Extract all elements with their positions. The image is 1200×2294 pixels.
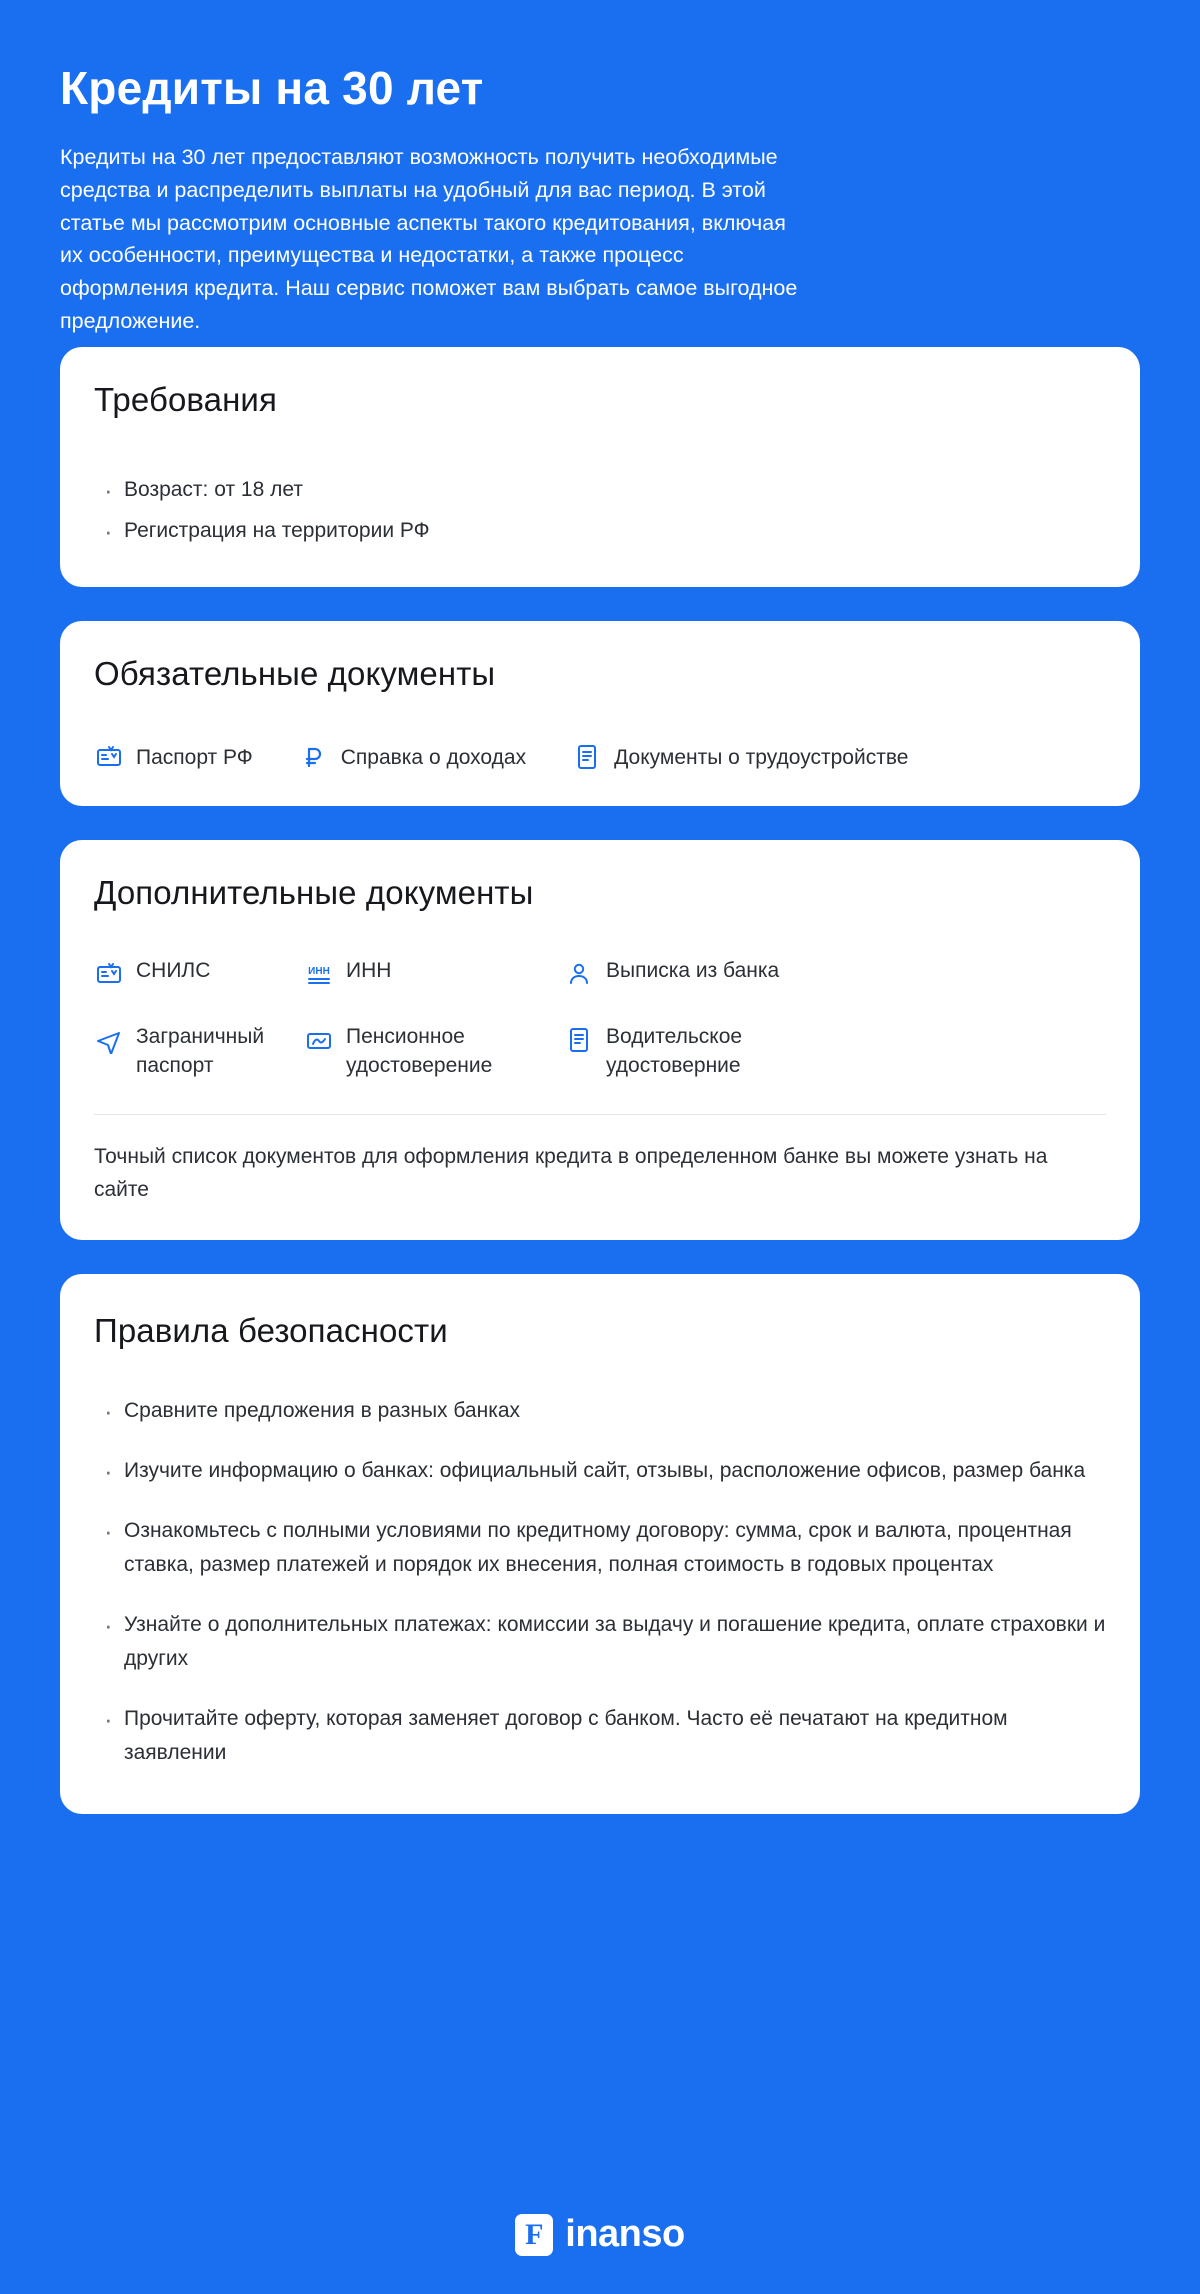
airplane-icon — [94, 1025, 124, 1055]
list-item — [94, 957, 294, 989]
logo-letter: F — [525, 2217, 544, 2251]
document-label: Документы о трудоустройстве — [614, 745, 909, 769]
document-label: Заграничный паспорт — [136, 1025, 265, 1077]
document-label: Паспорт РФ — [136, 745, 253, 769]
document-icon — [572, 742, 602, 772]
ruble-icon — [299, 742, 329, 772]
list-item: · Возраст: от 18 лет — [94, 473, 1106, 506]
document-label: ИНН — [346, 959, 392, 983]
required-documents-list — [94, 742, 1106, 772]
required-documents-title: Обязательные документы — [94, 654, 496, 692]
list-item — [299, 742, 526, 772]
document-label: Справка о доходах — [340, 745, 527, 769]
card-requirements — [60, 347, 1140, 587]
additional-documents-list — [94, 957, 1106, 1080]
hero-section — [28, 40, 1172, 347]
list-item — [94, 742, 253, 772]
finanso-logo-icon — [515, 2214, 553, 2256]
card-additional-documents — [60, 840, 1140, 1240]
list-item — [304, 1023, 554, 1080]
additional-documents-title: Дополнительные документы — [94, 874, 534, 912]
document-label: СНИЛС — [136, 959, 211, 983]
pension-icon — [304, 1025, 334, 1055]
document-label: Выписка из банка — [606, 959, 780, 983]
card-required-documents — [60, 621, 1140, 806]
card-safety-rules — [60, 1274, 1140, 1813]
safety-rules-list — [94, 1394, 1106, 1770]
list-item: · Ознакомьтесь с полными условиями по кредитному договору: сумма, срок и валюта, процентная ставка, размер платежей и порядок их внесения, полная стоимость в годовых процентах — [94, 1514, 1106, 1582]
document-label: Водительское удостоверние — [606, 1025, 743, 1077]
list-item — [94, 1023, 294, 1080]
hero-paragraph: Кредиты на 30 лет предоставляют возможность получить необходимые средства и распределить выплаты на удобный для вас период. В этой статье мы рассмотрим основные аспекты такого кредитования, включая их особенности, преимущества и недостатки, а также процесс оформления кредита. Наш сервис поможет вам выбрать самое выгодное предложение. — [60, 145, 798, 333]
list-item — [304, 957, 554, 989]
additional-documents-note: Точный список документов для оформления кредита в определенном банке вы можете узнать на сайте — [94, 1145, 1048, 1201]
requirements-list — [94, 473, 1106, 547]
passport-icon — [94, 742, 124, 772]
list-item — [564, 1023, 1106, 1080]
list-item — [572, 742, 908, 772]
person-icon — [564, 959, 594, 989]
requirements-title: Требования — [94, 381, 277, 419]
list-item: · Изучите информацию о банках: официальный сайт, отзывы, расположение офисов, размер банка — [94, 1454, 1106, 1488]
list-item: · Сравните предложения в разных банках — [94, 1394, 1106, 1428]
logo-text: inanso — [565, 2213, 685, 2255]
document-label: Пенсионное удостоверение — [346, 1025, 493, 1077]
footer — [28, 2189, 1172, 2294]
svg-text:ИНН: ИНН — [308, 966, 330, 978]
list-item: · Регистрация на территории РФ — [94, 514, 1106, 547]
passport-icon — [94, 959, 124, 989]
document-icon — [564, 1025, 594, 1055]
list-item: · Прочитайте оферту, которая заменяет договор с банком. Часто её печатают на кредитном заявлении — [94, 1702, 1106, 1770]
page-title: Кредиты на 30 лет — [60, 62, 484, 114]
list-item — [564, 957, 1106, 989]
divider — [94, 1114, 1106, 1115]
list-item: · Узнайте о дополнительных платежах: комиссии за выдачу и погашение кредита, оплате страховки и других — [94, 1608, 1106, 1676]
safety-rules-title: Правила безопасности — [94, 1312, 448, 1350]
inn-icon — [304, 959, 334, 989]
